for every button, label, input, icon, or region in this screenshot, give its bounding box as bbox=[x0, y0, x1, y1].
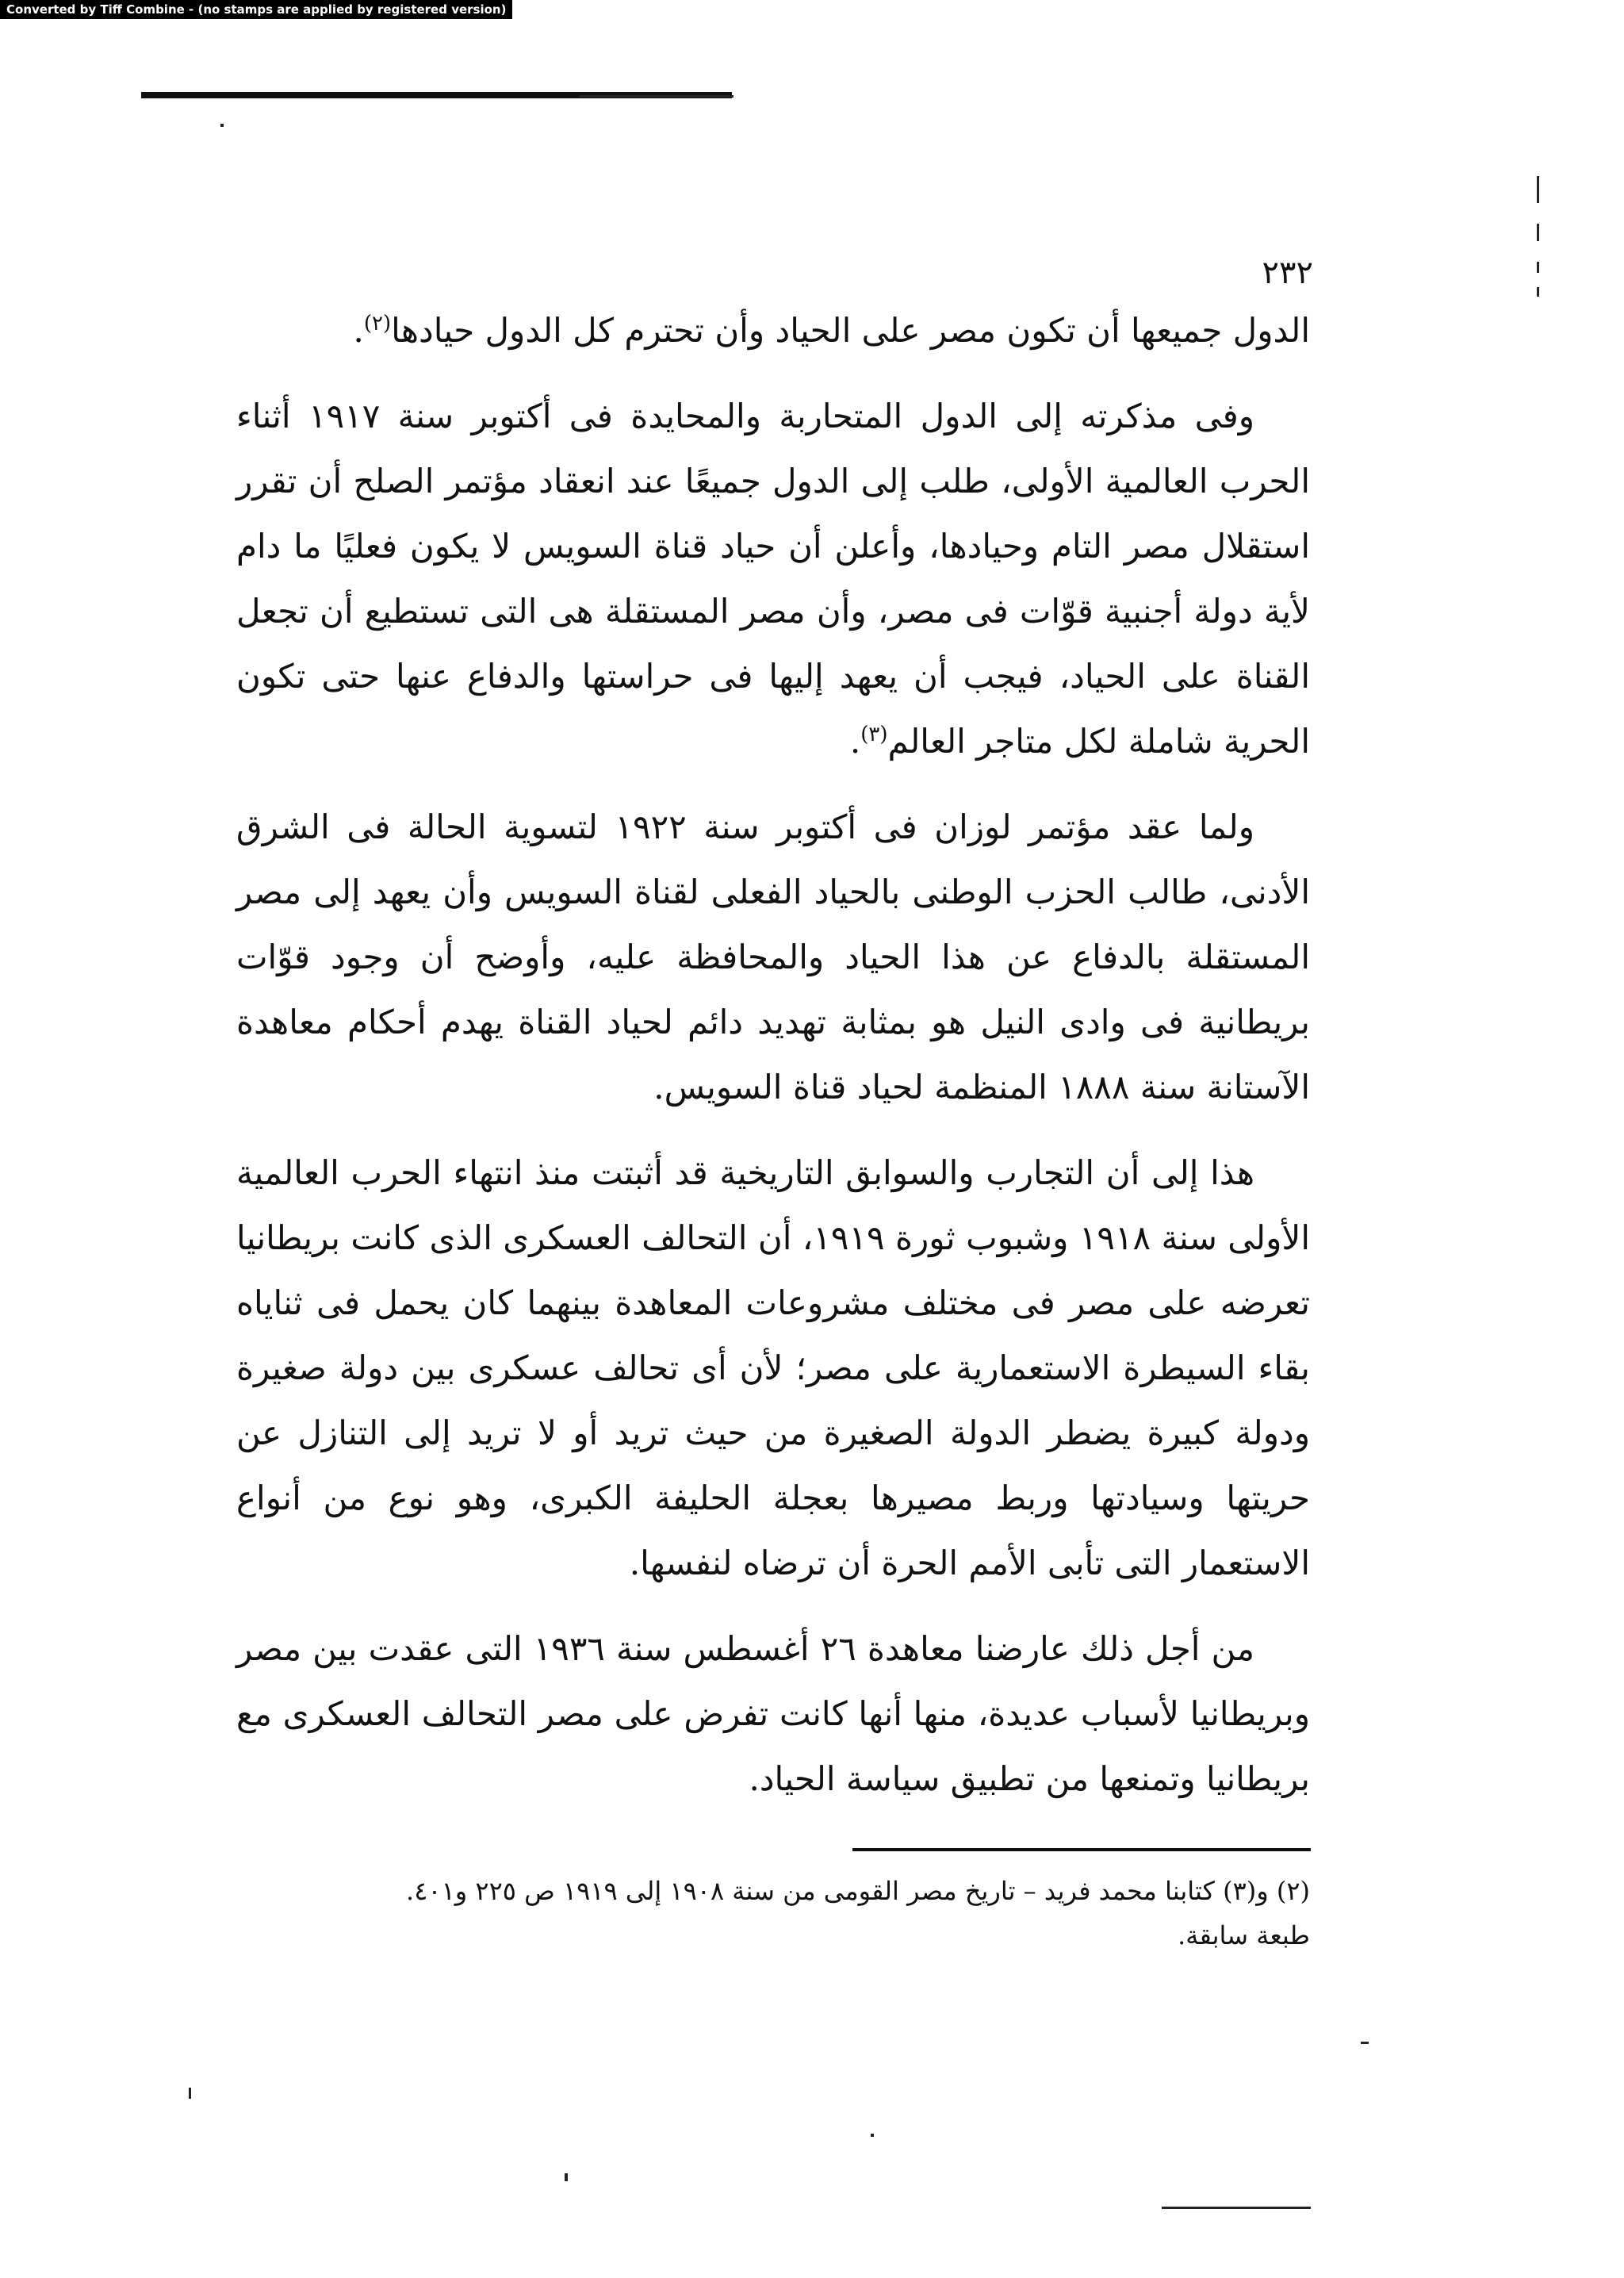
paragraph-text: الدول جميعها أن تكون مصر على الحياد وأن تحترم كل الدول حيادها bbox=[391, 311, 1310, 350]
paragraph-text: وفى مذكرته إلى الدول المتحاربة والمحايدة فى أكتوبر سنة ١٩١٧ أثناء الحرب العالمية الأولى، طلب إلى الدول جميعًا عند انعقاد مؤتمر الصلح أن تقرر استقلال مصر التام وحيادها، وأعلن أن حياد قناة السويس لا يكون فعليًا ما دام لأية دولة أجنبية قوّات فى مصر، وأن مصر المستقلة هى التى تستطيع أن تجعل القناة على الحياد، فيجب أن يعهد إليها فى حراستها والدفاع عنها حتى تكون الحرية شاملة لكل متاجر العالم bbox=[236, 397, 1310, 761]
margin-mark bbox=[1537, 262, 1539, 273]
bottom-rule bbox=[1162, 2207, 1311, 2209]
paragraph bbox=[236, 298, 1310, 363]
margin-mark bbox=[189, 2088, 191, 2099]
footnote-line: طبعة سابقة. bbox=[1178, 1920, 1310, 1950]
paragraph: من أجل ذلك عارضنا معاهدة ٢٦ أغسطس سنة ١٩٣٦ التى عقدت بين مصر وبريطانيا لأسباب عديدة، منها أنها كانت تفرض على مصر التحالف العسكرى مع بريطانيا وتمنعها من تطبيق سياسة الحياد. bbox=[236, 1629, 1310, 1798]
footnote-rule bbox=[852, 1848, 1311, 1851]
body-text bbox=[236, 298, 1310, 1832]
page-number: ٢٣٢ bbox=[1262, 255, 1313, 291]
paragraph: هذا إلى أن التجارب والسوابق التاريخية قد أثبتت منذ انتهاء الحرب العالمية الأولى سنة ١٩١٨ وشبوب ثورة ١٩١٩، أن التحالف العسكرى الذى كانت بريطانيا تعرضه على مصر فى مختلف مشروعات المعاهدة بينهما كان يحمل فى ثناياه بقاء السيطرة الاستعمارية على مصر؛ لأن أى تحالف عسكرى بين دولة صغيرة ودولة كبيرة يضطر الدولة الصغيرة من حيث تريد أو لا تريد إلى التنازل عن حريتها وسيادتها وربط مصيرها بعجلة الحليفة الكبرى، وهو نوع من أنواع الاستعمار التى تأبى الأمم الحرة أن ترضاه لنفسها. bbox=[236, 1153, 1310, 1582]
paragraph bbox=[236, 384, 1310, 774]
paragraph: ولما عقد مؤتمر لوزان فى أكتوبر سنة ١٩٢٢ لتسوية الحالة فى الشرق الأدنى، طالب الحزب الوطنى بالحياد الفعلى لقناة السويس وأن يعهد إلى مصر المستقلة بالدفاع عن هذا الحياد والمحافظة عليه، وأوضح أن وجود قوّات بريطانية فى وادى النيل هو بمثابة تهديد دائم لحياد القناة يهدم أحكام معاهدة الآستانة سنة ١٨٨٨ المنظمة لحياد قناة السويس. bbox=[236, 807, 1310, 1106]
sentence-end: . bbox=[353, 311, 364, 350]
margin-mark bbox=[220, 124, 224, 127]
margin-mark bbox=[871, 2134, 874, 2137]
margin-mark bbox=[1537, 176, 1539, 203]
footnote-line: (٢) و(٣) كتابنا محمد فريد – تاريخ مصر القومى من سنة ١٩٠٨ إلى ١٩١٩ ص ٢٢٥ و٤٠١. bbox=[406, 1876, 1310, 1906]
converter-banner: Converted by Tiff Combine - (no stamps are applied by registered version) bbox=[0, 0, 512, 19]
footnote-ref: (٣) bbox=[860, 723, 888, 746]
footnotes bbox=[236, 1869, 1310, 1958]
margin-mark bbox=[1537, 287, 1539, 297]
footnote-ref: (٢) bbox=[363, 312, 392, 336]
margin-mark bbox=[1537, 224, 1539, 241]
margin-mark bbox=[1361, 2042, 1369, 2044]
header-rule-tail bbox=[579, 95, 733, 98]
sentence-end: . bbox=[849, 722, 861, 761]
margin-mark bbox=[565, 2173, 568, 2181]
